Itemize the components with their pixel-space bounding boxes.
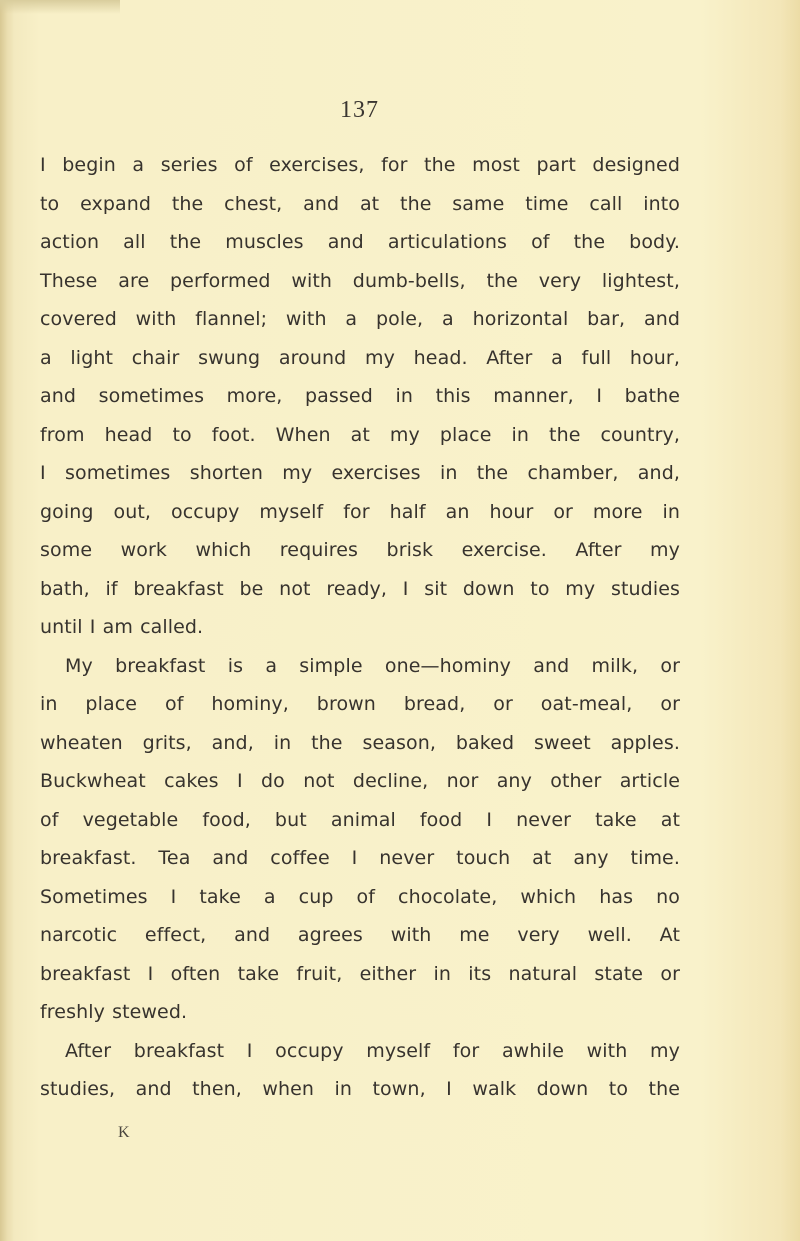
page-spine-shadow: [0, 0, 14, 1241]
text-line: Buckwheat cakes I do not decline, nor any other article: [40, 770, 680, 792]
text-line: of vegetable food, but animal food I never take at: [40, 808, 680, 831]
page-top-shadow: [0, 0, 120, 14]
text-line: a light chair swung around my head. After a full hour,: [40, 346, 680, 369]
paragraph-2: [40, 647, 680, 1032]
text-line: I sometimes shorten my exercises in the chamber, and,: [40, 462, 680, 484]
paragraph-1: [40, 146, 680, 647]
text-line: to expand the chest, and at the same time call into: [40, 192, 680, 215]
text-line: breakfast. Tea and coffee I never touch at any time.: [40, 847, 680, 869]
text-line: narcotic effect, and agrees with me very well. At: [40, 924, 680, 946]
text-line: wheaten grits, and, in the season, baked sweet apples.: [40, 731, 680, 754]
page-number: 137: [340, 97, 379, 123]
text-line: breakfast I often take fruit, either in its natural state or: [40, 962, 680, 985]
text-line: and sometimes more, passed in this manner, I bathe: [40, 385, 680, 407]
text-line: until I am called.: [40, 616, 204, 638]
paragraph-3: [40, 1032, 680, 1109]
text-line: studies, and then, when in town, I walk down to the: [40, 1078, 680, 1100]
text-line: bath, if breakfast be not ready, I sit down to my studies: [40, 577, 680, 600]
signature-mark: K: [118, 1124, 130, 1141]
text-line: going out, occupy myself for half an hour or more in: [40, 500, 680, 523]
text-line: Sometimes I take a cup of chocolate, which has no: [40, 885, 680, 908]
text-line: in place of hominy, brown bread, or oat-meal, or: [40, 693, 680, 715]
text-line: My breakfast is a simple one—hominy and milk, or: [65, 654, 680, 677]
text-line: covered with flannel; with a pole, a horizontal bar, and: [40, 308, 680, 330]
text-line: action all the muscles and articulations of the body.: [40, 231, 680, 253]
text-line: These are performed with dumb-bells, the very lightest,: [40, 269, 680, 292]
text-line: After breakfast I occupy myself for awhile with my: [65, 1039, 680, 1062]
text-line: some work which requires brisk exercise. After my: [40, 539, 680, 561]
body-text: [40, 146, 680, 1109]
text-line: freshly stewed.: [40, 1001, 188, 1023]
text-line: I begin a series of exercises, for the most part designed: [40, 154, 680, 176]
text-line: from head to foot. When at my place in the country,: [40, 423, 680, 446]
